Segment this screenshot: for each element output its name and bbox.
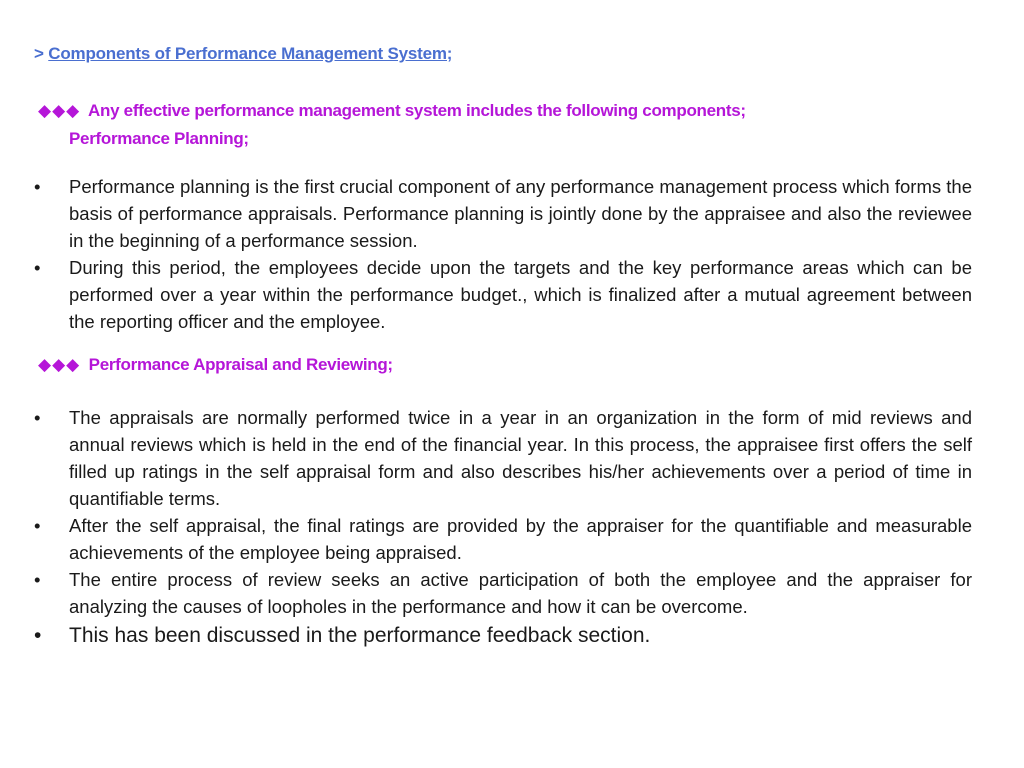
- section-title-text: Performance Appraisal and Reviewing;: [88, 355, 393, 374]
- list-item: [34, 566, 972, 620]
- heading-title[interactable]: Components of Performance Management System;: [48, 44, 453, 63]
- list-item: [34, 173, 972, 254]
- section-intro-text: Any effective performance management system includes the following components;: [88, 101, 746, 120]
- planning-bullet-list: [34, 173, 972, 335]
- list-item: [34, 620, 972, 652]
- bullet-text: The appraisals are normally performed twice in a year in an organization in the form of mid reviews and annual reviews which is held in the end of the financial year. In this process, the appraisee first offers the self filled up ratings in the self appraisal form and also describes his/her achievements over a period of time in quantifiable terms.: [69, 407, 972, 509]
- list-item: [34, 254, 972, 335]
- list-item: [34, 512, 972, 566]
- bullet-icon: •: [34, 176, 41, 197]
- bullet-icon: •: [34, 407, 41, 428]
- bullet-text: After the self appraisal, the final ratings are provided by the appraiser for the quantifiable and measurable achievements of the employee being appraised.: [69, 515, 972, 563]
- appraisal-bullet-list: [34, 404, 972, 652]
- bullet-icon: •: [34, 257, 41, 278]
- section-intro: [38, 101, 746, 121]
- bullet-icon: •: [34, 569, 41, 590]
- bullet-text: This has been discussed in the performance feedback section.: [69, 624, 651, 647]
- diamond-bullets-icon: ◆◆◆: [38, 101, 81, 120]
- bullet-text: During this period, the employees decide upon the targets and the key performance areas which can be performed over a year within the performance budget., which is finalized after a mutual agreement between the reporting officer and the employee.: [69, 257, 972, 332]
- heading-prefix: >: [34, 44, 44, 63]
- bullet-text: Performance planning is the first crucial component of any performance management process which forms the basis of performance appraisals. Performance planning is jointly done by the appraisee and also the reviewee in the beginning of a performance session.: [69, 176, 972, 251]
- diamond-bullets-icon: ◆◆◆: [38, 355, 81, 374]
- bullet-icon: •: [34, 624, 42, 647]
- slide-heading: [34, 44, 452, 64]
- section-title-appraisal: [38, 355, 393, 375]
- bullet-icon: •: [34, 515, 41, 536]
- list-item: [34, 404, 972, 512]
- section-title-planning: Performance Planning;: [69, 129, 249, 148]
- bullet-text: The entire process of review seeks an active participation of both the employee and the appraiser for analyzing the causes of loopholes in the performance and how it can be overcome.: [69, 569, 972, 617]
